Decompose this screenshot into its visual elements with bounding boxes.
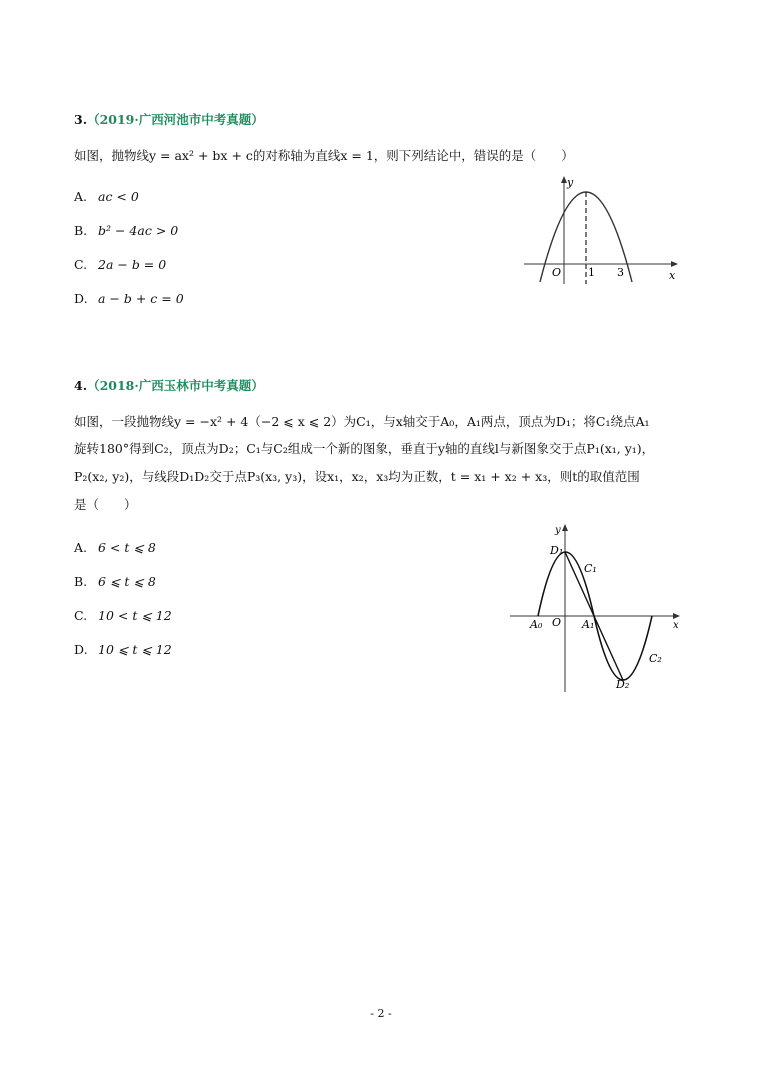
curve-c2 — [594, 616, 652, 680]
q3-parabola-figure — [520, 172, 690, 290]
q3-source: （2019·广西河池市中考真题） — [87, 112, 264, 127]
option-label: C. — [74, 608, 88, 623]
option-text: 10 ⩽ t ⩽ 12 — [98, 642, 172, 657]
origin-label: O — [552, 616, 562, 629]
x-axis-arrow — [673, 613, 680, 619]
q3-option-d[interactable] — [74, 291, 184, 306]
a0-label: A₀ — [530, 618, 543, 631]
q4-stem-line-3: P₂(x₂, y₂)，与线段D₁D₂交于点P₃(x₃, y₃)，设x₁，x₂，x₃均为正数，t = x₁ + x₂ + x₃，则t的取值范围 — [74, 469, 640, 484]
q3-number: 3. — [74, 112, 88, 127]
option-text: b² − 4ac > 0 — [98, 223, 179, 238]
tick-3-label: 3 — [617, 266, 624, 279]
option-text: 10 < t ⩽ 12 — [98, 608, 172, 623]
option-label: C. — [74, 257, 88, 272]
option-label: B. — [74, 223, 88, 238]
page-number: - 2 - — [370, 1007, 392, 1020]
d1-label: D₁ — [550, 544, 564, 557]
origin-label: O — [552, 266, 562, 279]
x-label: x — [669, 269, 676, 282]
q4-sine-like-figure — [506, 520, 690, 696]
option-text: ac < 0 — [98, 189, 139, 204]
q3-option-c[interactable] — [74, 257, 166, 272]
q4-stem-line-2: 旋转180°得到C₂，顶点为D₂；C₁与C₂组成一个新的图象，垂直于y轴的直线l与新图象交于点P₁(x₁, y₁)， — [74, 441, 655, 456]
d2-label: D₂ — [616, 678, 630, 691]
option-text: 6 < t ⩽ 8 — [98, 540, 156, 555]
option-text: 2a − b = 0 — [98, 257, 167, 272]
q4-option-b[interactable] — [74, 574, 156, 589]
y-label: y — [567, 176, 574, 189]
option-label: D. — [74, 291, 88, 306]
option-label: B. — [74, 574, 88, 589]
q4-stem-line-1: 如图，一段抛物线y = −x² + 4（−2 ⩽ x ⩽ 2）为C₁，与x轴交于A₀，A₁两点，顶点为D₁；将C₁绕点A₁ — [74, 414, 650, 429]
q4-number: 4. — [74, 378, 88, 393]
tick-1-label: 1 — [588, 266, 595, 279]
c2-label: C₂ — [649, 652, 662, 665]
q4-header — [74, 376, 264, 394]
a1-label: A₁ — [582, 618, 595, 631]
y-label: y — [555, 525, 561, 536]
q3-header — [74, 110, 264, 128]
q4-option-d[interactable] — [74, 642, 172, 657]
x-axis-arrow — [671, 261, 678, 267]
y-axis-arrow — [562, 524, 568, 531]
option-label: A. — [74, 189, 88, 204]
q3-option-b[interactable] — [74, 223, 178, 238]
q4-source: （2018·广西玉林市中考真题） — [87, 378, 264, 393]
option-text: a − b + c = 0 — [98, 291, 184, 306]
option-text: 6 ⩽ t ⩽ 8 — [98, 574, 156, 589]
q3-option-a[interactable] — [74, 189, 139, 204]
q3-stem: 如图，抛物线y = ax² + bx + c的对称轴为直线x = 1，则下列结论中，错误的是（ ） — [74, 148, 574, 163]
q4-stem-line-4: 是（ ） — [74, 497, 137, 512]
c1-label: C₁ — [584, 562, 597, 575]
q4-option-a[interactable] — [74, 540, 156, 555]
option-label: A. — [74, 540, 88, 555]
q4-option-c[interactable] — [74, 608, 172, 623]
x-label: x — [673, 620, 679, 631]
option-label: D. — [74, 642, 88, 657]
